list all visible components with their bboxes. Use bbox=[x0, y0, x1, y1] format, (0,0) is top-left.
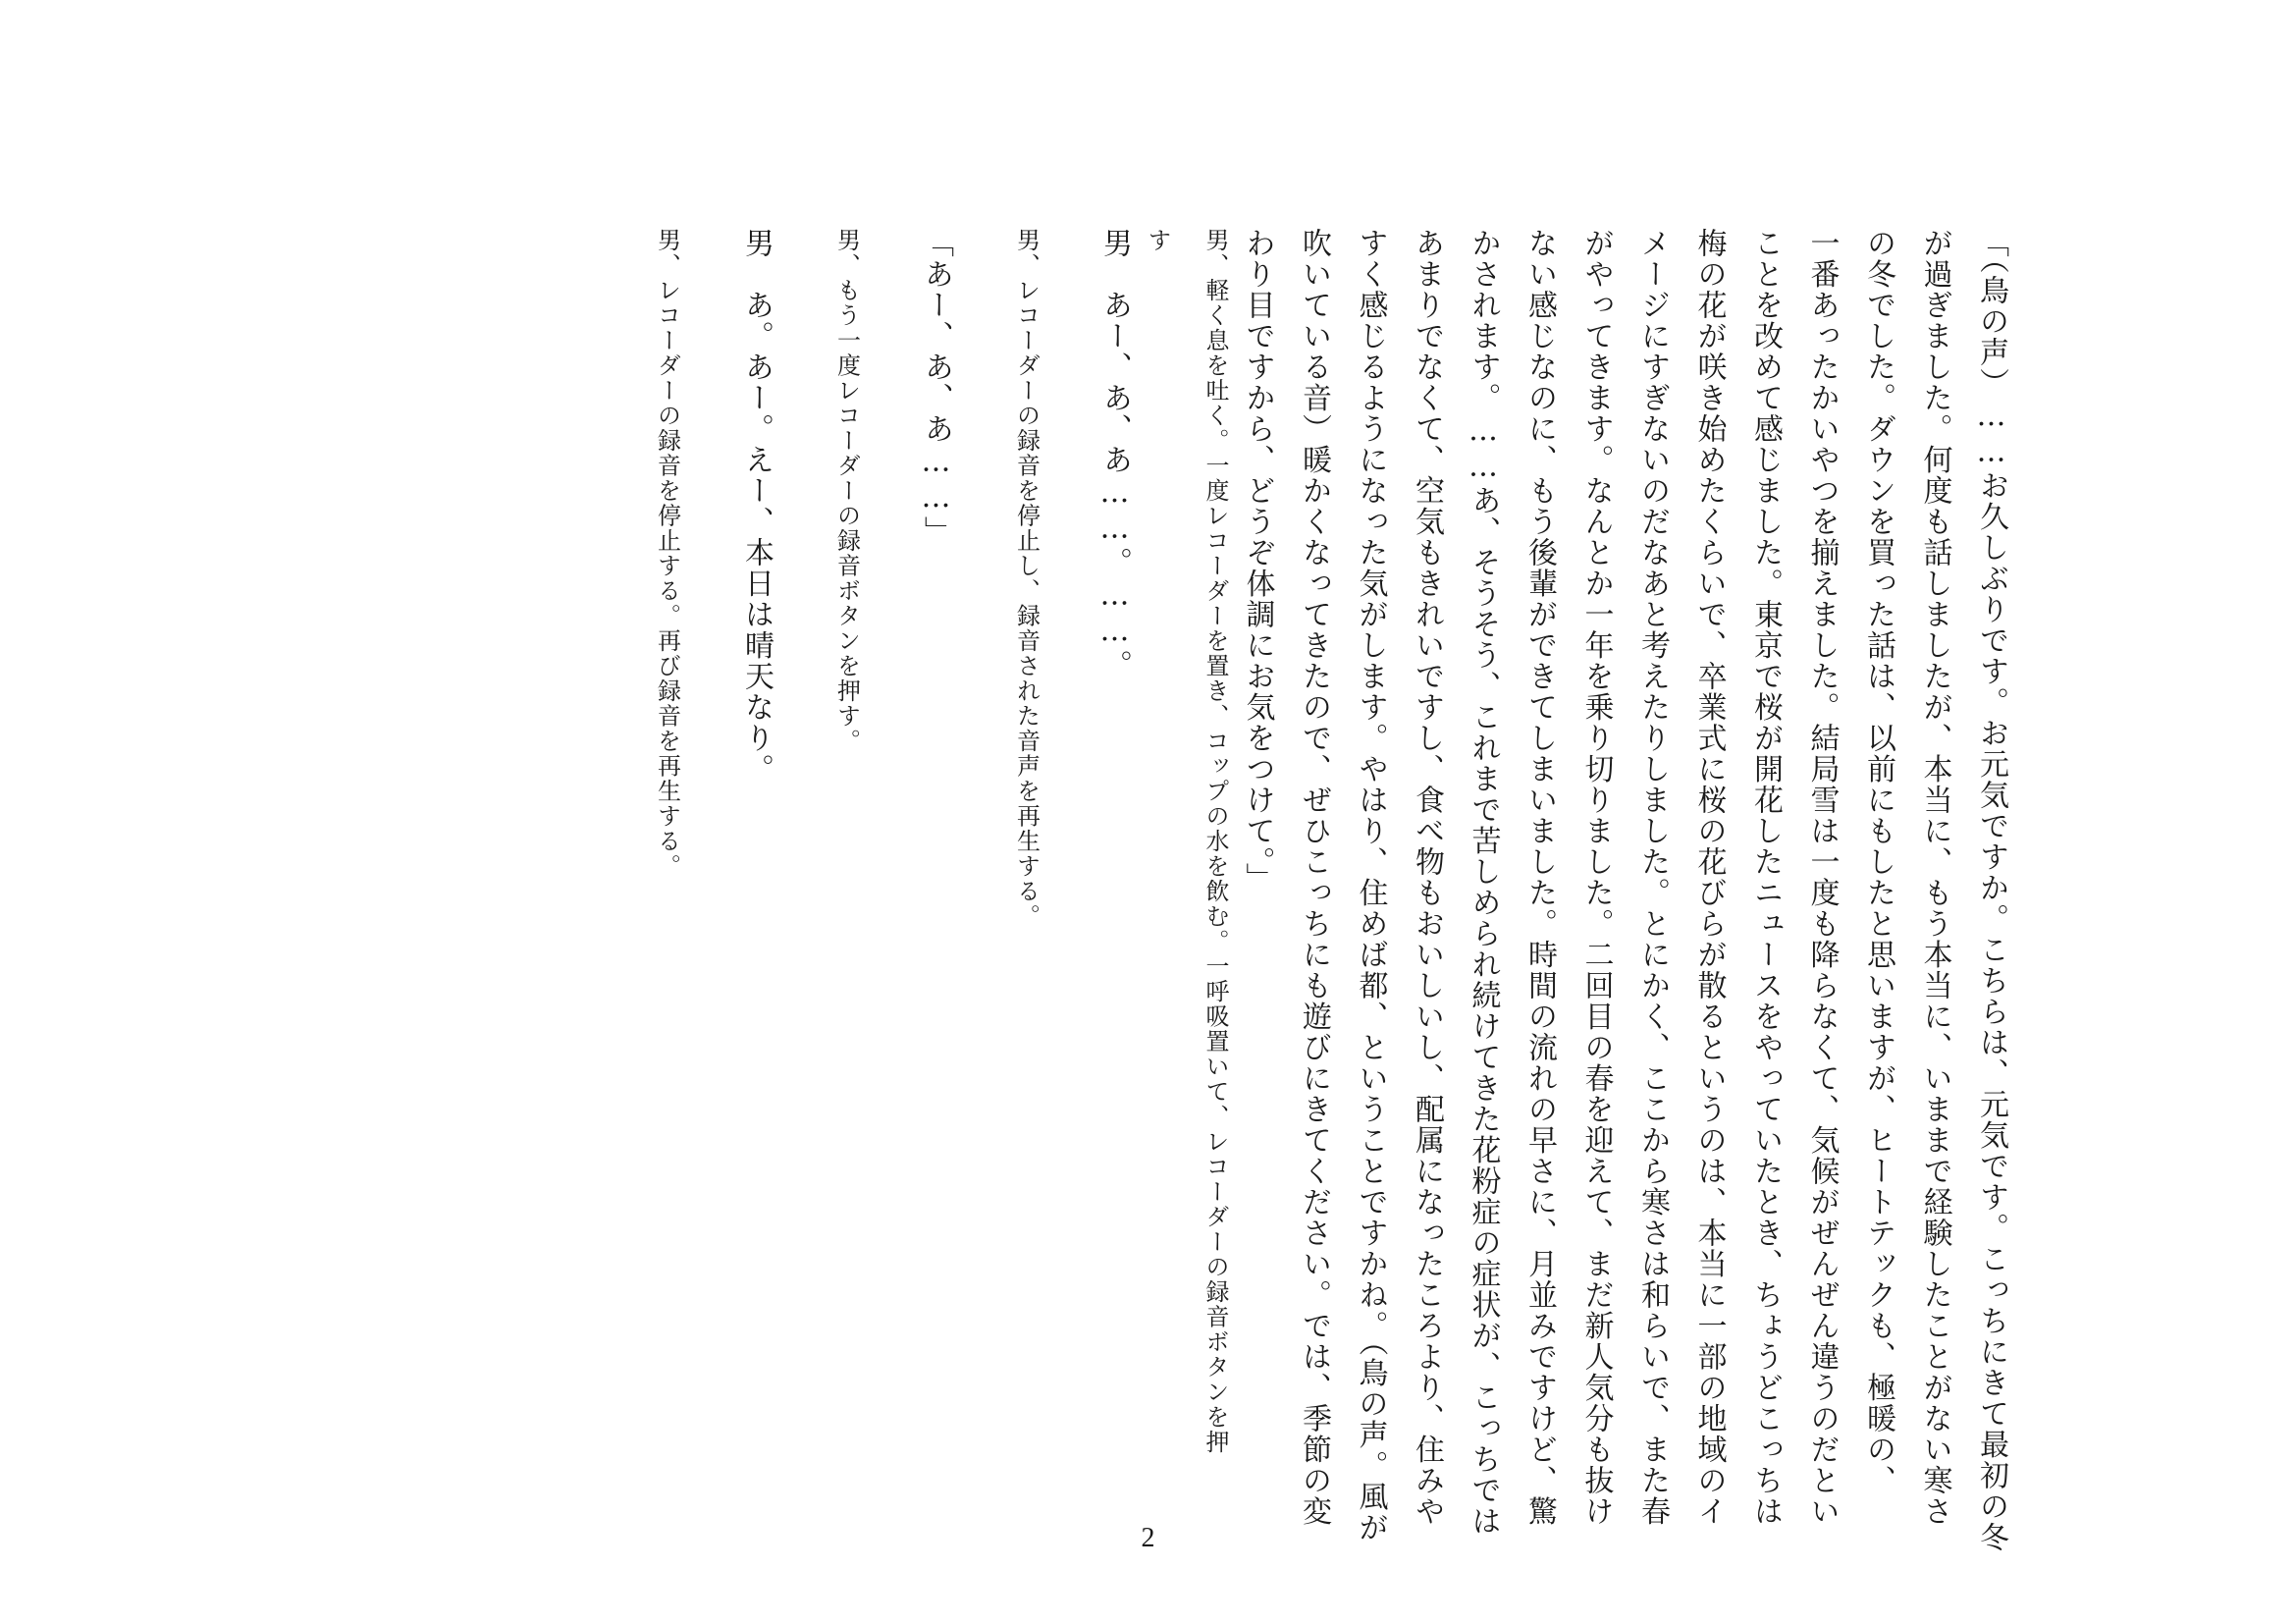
stage-direction: 男、レコーダーの録音を停止する。再び録音を再生する。 bbox=[653, 228, 681, 879]
letter-line: ない感じなのに、もう後輩ができてしまいました。時間の流れの早さに、月並みですけど、驚 bbox=[1522, 228, 1557, 1527]
stage-direction: 男、もう一度レコーダーの録音ボタンを押す。 bbox=[832, 228, 861, 754]
letter-line: 吹いている音）暖かくなってきたので、ぜひこっちにも遊びにきてください。では、季節の変 bbox=[1297, 228, 1331, 1527]
stage-direction: 男、レコーダーの録音を停止し、録音された音声を再生する。 bbox=[1012, 228, 1041, 929]
letter-line: 一番あったかいやつを揃えました。結局雪は一度も降らなくて、気候がぜんぜん違うのだとい bbox=[1804, 228, 1840, 1527]
quoted-line: 「あー、あ、あ……」 bbox=[919, 228, 953, 547]
letter-line: わり目ですから、どうぞ体調にお気をつけて。」 bbox=[1240, 228, 1275, 893]
letter-line: 梅の花が咲き始めたくらいで、卒業式に桜の花びらが散るというのは、本当に一部の地域のイ bbox=[1691, 228, 1727, 1527]
letter-line: あまりでなくて、空気もきれいですし、食べ物もおいしいし、配属になったころより、住みや bbox=[1410, 228, 1444, 1527]
letter-line: が過ぎました。何度も話しましたが、本当に、もう本当に、いままで経験したことがない寒さ bbox=[1917, 228, 1952, 1527]
letter-line: がやってきます。なんとか一年を乗り切りました。二回目の春を迎えて、まだ新人気分も抜け bbox=[1578, 228, 1614, 1527]
letter-line: メージにすぎないのだなあと考えたりしました。とにかく、ここから寒さは和らいで、また春 bbox=[1635, 228, 1670, 1527]
page-number: 2 bbox=[1141, 1523, 1155, 1553]
dialogue-line: 男 あー、あ、あ……。……。 bbox=[1097, 228, 1132, 680]
letter-line: 「（鳥の声）……お久しぶりです。お元気ですか。こちらは、元気です。こっちにきて最初の冬 bbox=[1974, 228, 2008, 1553]
vertical-text-body bbox=[605, 228, 2019, 1553]
letter-line: ことを改めて感じました。東京で桜が開花したニュースをやっていたとき、ちょうどこっちは bbox=[1748, 228, 1783, 1527]
letter-line: すく感じるようになった気がします。やはり、住めば都、ということですかね。（鳥の声。風が bbox=[1353, 228, 1388, 1543]
stage-direction: す bbox=[1144, 228, 1171, 253]
stage-direction: 男、軽く息を吐く。一度レコーダーを置き、コップの水を飲む。一呼吸置いて、レコーダーの録音ボタンを押 bbox=[1201, 228, 1229, 1455]
letter-line: かされます。……あ、そうそう、これまで苦しめられ続けてきた花粉症の症状が、こっちでは bbox=[1466, 228, 1501, 1537]
letter-line: の冬でした。ダウンを買った話は、以前にもしたと思いますが、ヒートテックも、極暖の、 bbox=[1861, 228, 1896, 1496]
dialogue-line: 男 あ。あー。えー、本日は晴天なり。 bbox=[739, 228, 774, 785]
